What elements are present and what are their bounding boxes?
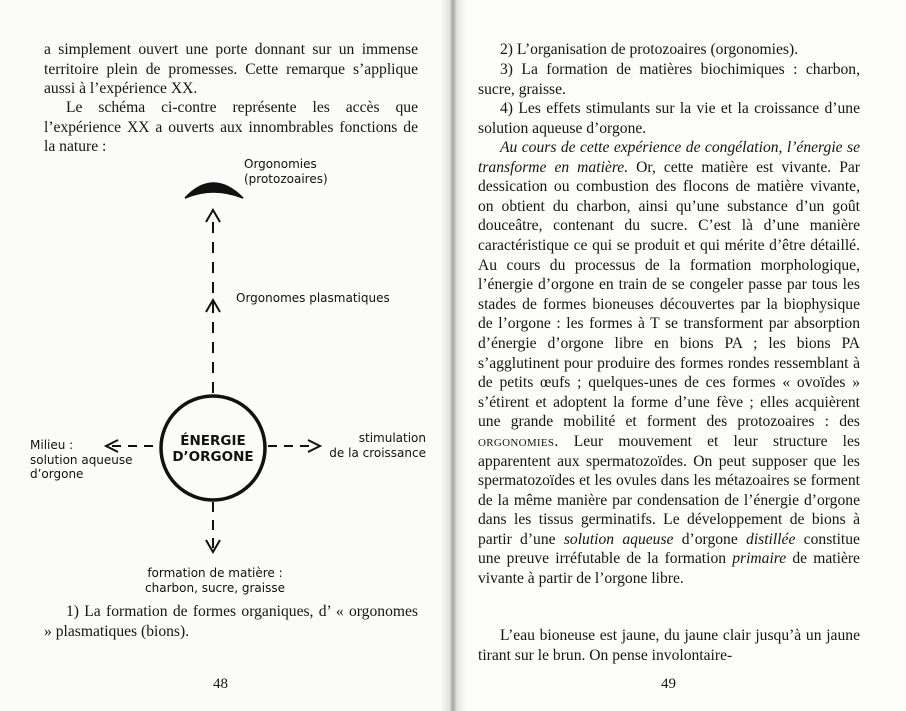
right-item-4: 4) Les effets stimulants sur la vie et la croissance d’une solution aqueuse d’orgone. bbox=[478, 100, 860, 137]
page-number-right: 49 bbox=[661, 676, 676, 692]
label-line: stimulation bbox=[358, 431, 426, 445]
right-item-3: 3) La formation de matières biochimiques : charbon, sucre, graisse. bbox=[478, 61, 860, 98]
label-line: Orgonomies bbox=[244, 157, 317, 171]
right-item-2: 2) L’organisation de protozoaires (orgonomies). bbox=[500, 41, 799, 58]
text-segment: Or, cette matière est vivante. Par dessication ou combustion des flocons de matière vivante, on obtient du charbon, ainsi qu’une substance d’un goût douceâtre, contenant du sucre. C’est là d’une manière caractéristique ce qui se produit et qui mérite d’être détaillé. Au cours du processus de la formation morphologique, l’énergie d’orgone en train de se congeler passe par tous les stades de formes bioneuses découvertes par la biophysique de l’orgone : les formes à T se transforment par absorption d’énergie d’orgone libre en bions PA ; les bions PA s’agglutinent pour produire des formes rondes ressemblant à de petits œufs ; quelques-unes de ces formes « ovoïdes » s’étirent et adoptent la forme d’une fève ; elles acquièrent une grande mobilité et forment des protozoaires : des bbox=[478, 158, 860, 431]
label-line: charbon, sucre, graisse bbox=[145, 580, 285, 595]
text-segment: de matière vivante à partir de l’orgone libre. bbox=[478, 550, 860, 588]
label-line: Milieu : bbox=[30, 438, 74, 452]
italic-primaire: primaire bbox=[732, 550, 787, 568]
right-main-paragraph bbox=[478, 138, 860, 589]
left-paragraph-3: 1) La formation de formes organiques, d’ « orgonomes » plasmatiques (bions). bbox=[44, 603, 418, 640]
label-line: formation de matière : bbox=[147, 566, 283, 580]
diagram-label-orgonomes: Orgonomes plasmatiques bbox=[236, 291, 390, 305]
book-gutter bbox=[440, 0, 466, 711]
diagram-label-orgonomies bbox=[244, 157, 328, 186]
text-segment: Leur mouvement et leur structure les apparentent aux spermatozoïdes. On peut supposer que les spermatozoïdes et les ovules dans les métazoaires se forment de la même manière par condensation de l’énergie d’orgone dans les tissus germinatifs. Le développement de bions à partir d’une bbox=[478, 432, 860, 548]
italic-solution-aqueuse: solution aqueuse bbox=[563, 530, 674, 548]
diagram-label-stimulation bbox=[318, 431, 426, 460]
label-line: de la croissance bbox=[329, 445, 426, 460]
smallcaps-orgonomies: orgonomies. bbox=[478, 432, 559, 450]
text-segment: d’orgone bbox=[673, 530, 747, 548]
label-line: solution aqueuse bbox=[30, 452, 133, 467]
left-paragraph-2: Le schéma ci-contre représente les accès que l’expérience XX a ouverts aux innombrables fonctions de la nature : bbox=[44, 99, 418, 156]
label-line: (protozoaires) bbox=[244, 171, 328, 186]
right-last-paragraph: L’eau bioneuse est jaune, du jaune clair jusqu’à un jaune tirant sur le brun. On pense involontaire- bbox=[478, 627, 860, 664]
label-line: d’orgone bbox=[30, 467, 84, 481]
page-number-left: 48 bbox=[213, 676, 228, 692]
center-line-1: ÉNERGIE bbox=[180, 433, 246, 449]
text-segment: constitue une preuve irréfutable de la formation bbox=[478, 530, 860, 568]
left-paragraph-1: a simplement ouvert une porte donnant sur un immense territoire plein de promesses. Cette remarque s’applique aussi à l’expérience XX. bbox=[44, 41, 418, 98]
italic-distillee: distillée bbox=[746, 530, 796, 548]
diagram-label-formation bbox=[130, 566, 300, 595]
diagram-center-label bbox=[163, 433, 263, 465]
diagram-label-milieu bbox=[30, 438, 133, 482]
center-line-2: D’ORGONE bbox=[172, 449, 254, 465]
italic-lead: Au cours de cette expérience de congélation, l’énergie se transforme en matière. bbox=[478, 139, 860, 176]
